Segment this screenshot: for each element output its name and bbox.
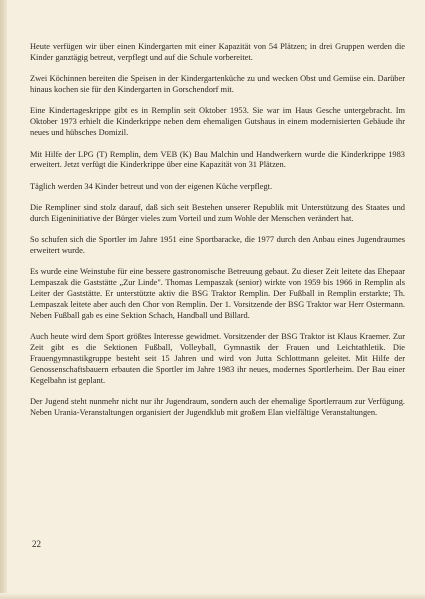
paragraph-youth-club: Der Jugend steht nunmehr nicht nur ihr Jugendraum, sondern auch der ehemalige Sportlerraum zur Verfügung. Neben Urania-Veranstaltungen organisiert der Jugendklub mit großem Elan vielfältige Veranstaltungen. bbox=[30, 397, 405, 418]
paragraph-creche-history: Eine Kindertageskrippe gibt es in Remplin seit Oktober 1953. Sie war im Haus Gesche untergebracht. Im Oktober 1973 erhielt die Kinderkrippe neben dem ehemaligen Gutshaus in einem modernisierten Gebäude ihr neues und hübsches Domizil. bbox=[30, 106, 405, 138]
page-bottom-edge bbox=[0, 593, 425, 599]
paragraph-wine-bar: Es wurde eine Weinstube für eine bessere gastronomische Betreuung gebaut. Zu dieser Zeit leitete das Ehepaar Lempaszak die Gaststätte „Zur Linde". Thomas Lempaszak (senior) wirkte von 1959 bis 1966 in Remplin als Leiter der Gaststätte. Er unterstützte aktiv die BSG Traktor Remplin. Der Fußball in Remplin erstarkte; Th. Lempaszak leitete aber auch den Chor von Remplin. Der 1. Vorsitzende der BSG Traktor war Herr Ostermann. Neben Fußball gab es eine Sektion Schach, Handball und Billard. bbox=[30, 267, 405, 321]
paragraph-kindergarten: Heute verfügen wir über einen Kindergarten mit einer Kapazität von 54 Plätzen; in drei Gruppen werden die Kinder ganztägig betreut, verpflegt und auf die Schule vorbereitet. bbox=[30, 42, 405, 62]
page-number: 22 bbox=[32, 539, 41, 549]
paragraph-sports-today: Auch heute wird dem Sport größtes Interesse gewidmet. Vorsitzender der BSG Traktor ist Klaus Kraemer. Zur Zeit gibt es die Sektionen Fußball, Volleyball, Gymnastik der Frauen und Leichtathletik. Die Frauengymnastikgruppe besteht seit 15 Jahren und wird von Jutta Schlottmann geleitet. Mit Hilfe der Genossenschaftsbauern erbauten die Sportler im Jahre 1983 ihr neues, modernes Sportlerheim. Der Bau einer Kegelbahn ist geplant. bbox=[30, 332, 405, 385]
body-text bbox=[30, 42, 405, 429]
paragraph-creche-expansion: Mit Hilfe der LPG (T) Remplin, dem VEB (K) Bau Malchin und Handwerkern wurde die Kinderkrippe 1983 erweitert. Jetzt verfügt die Kinderkrippe über eine Kapazität von 31 Plätzen. bbox=[30, 149, 405, 170]
paragraph-daily-care: Täglich werden 34 Kinder betreut und von der eigenen Küche verpflegt. bbox=[30, 181, 273, 191]
paragraph-kitchen: Zwei Köchinnen bereiten die Speisen in der Kindergartenküche zu und wecken Obst und Gemüse ein. Darüber hinaus kochen sie für den Kindergarten in Gorschendorf mit. bbox=[30, 74, 405, 95]
page-binding-edge bbox=[0, 0, 7, 599]
paragraph-community-pride: Die Rempliner sind stolz darauf, daß sich seit Bestehen unserer Republik mit Unterstützung des Staates und durch Eigeninitiative der Bürger vieles zum Vorteil und zum Wohle der Menschen verändert hat. bbox=[30, 203, 405, 223]
paragraph-sports-barracks: So schufen sich die Sportler im Jahre 1951 eine Sportbaracke, die 1977 durch den Anbau eines Jugendraumes erweitert wurde. bbox=[30, 235, 405, 256]
